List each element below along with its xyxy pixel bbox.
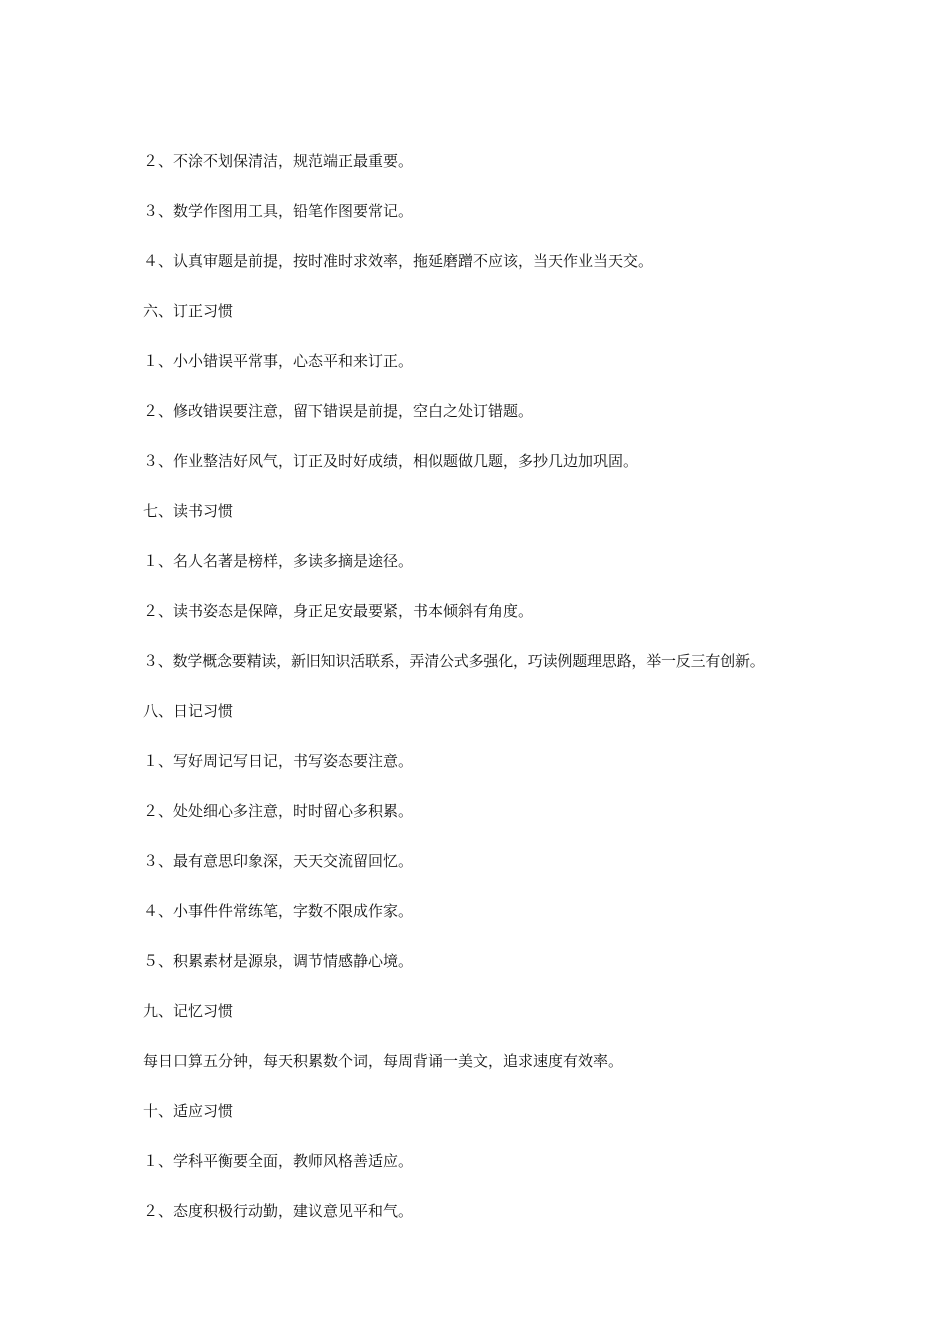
list-item: ３、最有意思印象深，天天交流留回忆。	[143, 852, 414, 870]
list-item: １、学科平衡要全面，教师风格善适应。	[143, 1152, 414, 1170]
list-item: ２、修改错误要注意，留下错误是前提，空白之处订错题。	[143, 402, 534, 420]
list-item: ２、态度积极行动勤，建议意见平和气。	[143, 1202, 414, 1220]
section-heading: 九、记忆习惯	[143, 1002, 234, 1020]
list-item: ３、数学概念要精读，新旧知识活联系，弄清公式多强化，巧读例题理思路，举一反三有创新。	[143, 652, 765, 670]
list-item: ２、不涂不划保清洁，规范端正最重要。	[143, 152, 414, 170]
paragraph: 每日口算五分钟，每天积累数个词，每周背诵一美文，追求速度有效率。	[143, 1052, 624, 1070]
section-heading: 六、订正习惯	[143, 302, 234, 320]
list-item: １、写好周记写日记，书写姿态要注意。	[143, 752, 414, 770]
list-item: ２、处处细心多注意，时时留心多积累。	[143, 802, 414, 820]
list-item: ３、作业整洁好风气，订正及时好成绩，相似题做几题，多抄几边加巩固。	[143, 452, 639, 470]
section-heading: 十、适应习惯	[143, 1102, 234, 1120]
list-item: １、小小错误平常事，心态平和来订正。	[143, 352, 414, 370]
list-item: ５、积累素材是源泉，调节情感静心境。	[143, 952, 414, 970]
list-item: ３、数学作图用工具，铅笔作图要常记。	[143, 202, 414, 220]
section-heading: 七、读书习惯	[143, 502, 234, 520]
list-item: ４、认真审题是前提，按时准时求效率，拖延磨蹭不应该，当天作业当天交。	[143, 252, 654, 270]
list-item: ４、小事件件常练笔，字数不限成作家。	[143, 902, 414, 920]
section-heading: 八、日记习惯	[143, 702, 234, 720]
list-item: １、名人名著是榜样，多读多摘是途径。	[143, 552, 414, 570]
list-item: ２、读书姿态是保障，身正足安最要紧，书本倾斜有角度。	[143, 602, 534, 620]
